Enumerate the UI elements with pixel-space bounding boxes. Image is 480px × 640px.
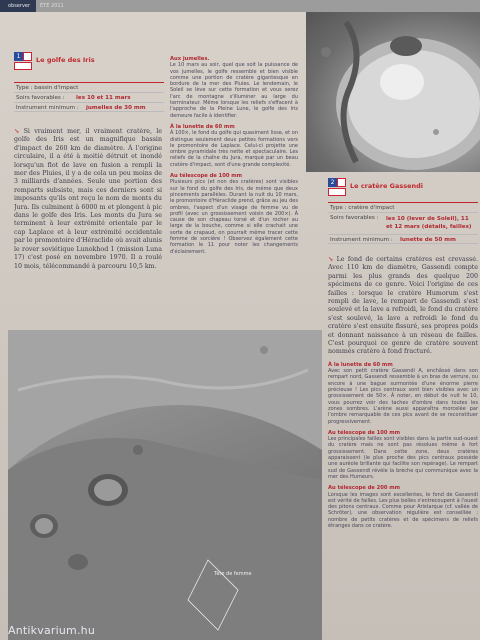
heading-lunette-60: À la lunette de 60 mm — [170, 123, 235, 130]
instrument-row — [14, 102, 164, 112]
heading-telescope-100: Au télescope de 100 mm — [170, 173, 243, 180]
nights-value: les 10 (lever de Soleil), 11 et 12 mars (détails, failles) — [386, 216, 472, 230]
text-lunette-60-gassendi: Avec son petit cratère Gassendi A, enchâssé dans son rempart nord, Gassendi ressemble à un bras de verrure, ou encore à une bague surmontée d'une énorme pierre précieuse ! Les pics centraux sont bien visibles avec un grossissement de 50×. À noter, en début de nuit le 10, vous pourrez voir des taches d'ombre dans toutes les zones sombres. L'arène aussi apparaîtra morcelée par l'ombre remarquable de ces pics avant de se reconstituer progressivement. — [328, 368, 478, 425]
infobox-golfe-des-iris — [14, 52, 164, 114]
section-subtitle: ÉTÉ 2011 — [40, 3, 64, 9]
infobox-title: Le golfe des Iris — [36, 56, 95, 64]
gassendi-crater-photo — [306, 12, 480, 172]
type-row — [14, 82, 164, 92]
infobox-title: Le cratère Gassendi — [350, 182, 424, 190]
instrument-value: jumelles de 30 mm — [86, 105, 146, 111]
heading-telescope-100-gassendi: Au télescope de 100 mm — [328, 429, 401, 436]
nights-row — [14, 92, 164, 102]
left-column-text — [14, 128, 162, 328]
right-column-text — [328, 256, 478, 624]
watermark-logo: Antikvarium.hu — [8, 624, 95, 637]
nights-label: Soirs favorables : — [16, 95, 65, 101]
text-lunette-60: À 100×, le fond du golfe qui quasiment lisse, et on distingue seulement deux petites formations vers le promontoire de Laplace. Celui-ci projette une ombre pyramidale très nette et spectaculaire. Les reliefs de la chaîne du Jura, marqué par un beau cratère d'impact, sont d'une grande complexité. — [170, 130, 298, 168]
badge-icon — [23, 52, 32, 61]
nights-value: les 10 et 11 mars — [76, 95, 131, 101]
gassendi-intro-text: Le fond de certains cratères est crevassé. Avec 110 km de diamètre, Gassendi compte parmi les plus grands des quelque 200 spécimens de ce genre. Voici l'origine de ces failles : lorsque le cratère Humorum s'est rempli de lave, le rempart de Gassendi s'est soulevé et la lave a refroidi, le fond du cratère s'est soulevé, la lave a refroidi le fond du cratère s'est ensuite fissuré, ses propres poids et donnant naissance à un réseau de failles. C'est pourquoi ce genre de cratère souvent nommés cratère à fond fracturé. — [328, 256, 478, 356]
badge-strip — [14, 62, 32, 70]
text-jumelles: Le 10 mars au soir, quel que soit la puissance de vos jumelles, le golfe ressemble et bien visible comme une portion de cratère gigantesque en bordure de la mer des Pluies. Le lendemain, le Soleil se lève sur cette formation et vous serez l'arc de montagne s'illuminer au large du terminateur. Même lorsque les reliefs s'effacent à l'approche de la Pleine Lune, le golfe des Iris demeure facile à identifier. — [170, 62, 298, 119]
golfe-body-text: Si vraiment mer, il vraiment cratère, le golfe des Iris est un magnifique bassin d'impact de 260 km de diamètre. À l'origine circulaire, il a été à moitié détruit et inondé lorsqu'un flot de lave en fusion a rempli la mer des Pluies, il y a de cela un peu moins de 3 milliards d'années. Seule une portion des remparts subsiste, mais ces derniers sont si imposants qu'ils ont reçu le nom de monts du Jura. Ils culminent à 6000 m et plongent à pic dans le golfe des Iris. Les monts du Jura se terminent à leur extrémité orientale par le cap Laplace et à leur extrémité occidentale par le promontoire d'Héraclide où avait alunis le rover soviétique Lunokhod 1 (mission Luna 17) c'est posé en novembre 1970. Il a roulé 10 mois, télécommandé à parcouru 10,5 km. — [14, 128, 162, 270]
observation-badge — [14, 52, 32, 74]
heading-telescope-200-gassendi: Au télescope de 200 mm — [328, 485, 401, 492]
text-telescope-200-gassendi: Lorsque les images sont excellentes, le fond de Gassendi est vérité de failles. Les plus belles s'entrecoupent à l'ouest des pitons centraux. Comme pour Aristarque (cf. vallée de Schröter), une observation régulière est conseillée : nombre de petits cratères et de spécimens de reliefs étranges dans ce cratère. — [328, 491, 478, 529]
badge-strip — [328, 188, 346, 196]
red-arrow-icon: ↘ — [14, 128, 20, 135]
heading-lunette-60-gassendi: À la lunette de 60 mm — [328, 361, 393, 368]
instrument-label: Instrument minimum : — [16, 105, 79, 111]
instrument-value: lunette de 50 mm — [400, 237, 456, 243]
type-label: Type : cratère d'impact — [330, 205, 395, 211]
text-telescope-100: Plusieurs pics (et non des cratères) sont visibles sur le fond du golfe des Iris, de même que deux pincements parallèles. Durant la nuit du 10 mars, le promontoire d'Héraclide prend, grâce au jeu des ombres, l'aspect d'un visage de femme vu de profil (avec un grossissement voisin de 200×). À cause de son chapeau torsé et d'un rocher au large de la bouche, comme si elle crachait une sorte de crapaud, on pourrait même tracer cette femme de sorcière ! Observez également cette formation le 11 pour noter les changements d'éclairement. — [170, 179, 298, 255]
section-header-bar — [0, 0, 480, 12]
text-telescope-100-gassendi: Les principales failles sont visibles dans la partie sud-ouest du cratère mais ne sont pas résolues même à fort grossissement. Dans cette zone, deux cratères apparaissent (le plus proche des pics centraux possède une auréole brillante qui facilite son repérage). Le rempart sud de Gassendi révèle la brèche qui communique avec la mer des Humeurs. — [328, 436, 478, 480]
instrument-label: Instrument minimum : — [330, 237, 393, 243]
badge-number: 2 — [328, 178, 337, 187]
section-tag: observer — [0, 0, 36, 12]
image-caption: Tête de femme — [214, 571, 252, 577]
red-arrow-icon: ↘ — [328, 256, 334, 263]
nights-row — [328, 212, 478, 232]
instrument-row — [328, 234, 478, 244]
infobox-gassendi — [328, 176, 478, 248]
observation-badge — [328, 178, 346, 200]
badge-number: 1 — [14, 52, 23, 61]
heading-jumelles: Aux jumelles. — [170, 56, 210, 62]
badge-icon — [337, 178, 346, 187]
type-row — [328, 202, 478, 212]
middle-column-text — [170, 56, 298, 326]
nights-label: Soirs favorables : — [330, 215, 379, 221]
type-label: Type : bassin d'impact — [16, 85, 79, 91]
golfe-des-iris-photo — [8, 330, 322, 640]
